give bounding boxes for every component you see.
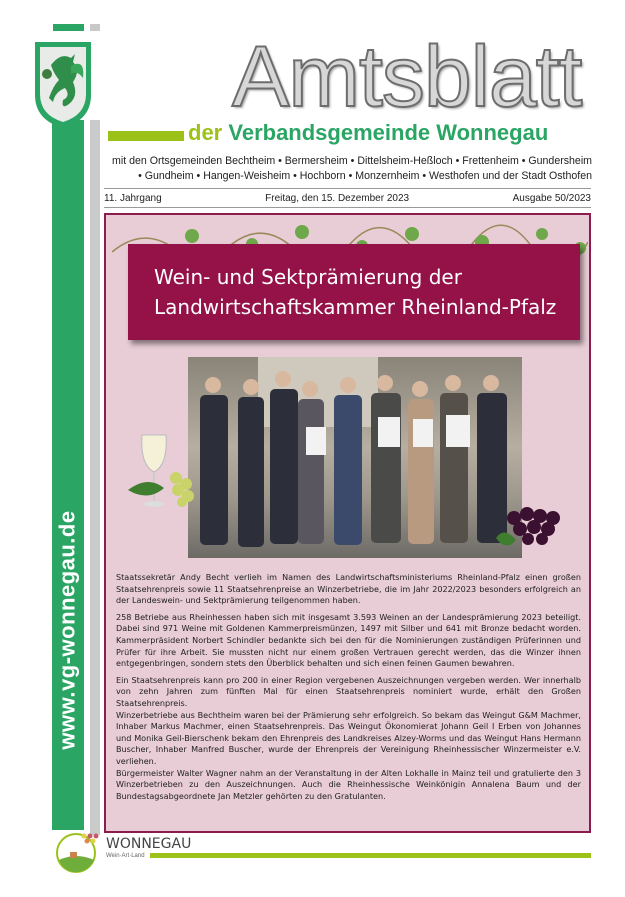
issue-number: Ausgabe 50/2023 — [512, 193, 591, 204]
issue-date: Freitag, den 15. Dezember 2023 — [265, 193, 410, 204]
people-silhouettes-icon — [188, 357, 522, 558]
article-paragraph: Ein Staatsehrenpreis kann pro 200 in einer Region vergebenen Auszeichnungen vergeben werden. Wer innerhalb von zehn Jahren zum fünften Mal für einen Staatsehrenpreis nominiert wurde, erhält den Großen Staatsehrenpreis. — [116, 674, 581, 708]
wine-glass-icon — [128, 430, 208, 520]
towns-list: mit den Ortsgemeinden Bechtheim • Bermersheim • Dittelsheim-Heßloch • Frettenheim • Gundersheim • Gundheim • Hangen-Weisheim • Hochborn • Monzernheim • Westhofen und der Stadt Osthofen — [112, 155, 592, 182]
coat-of-arms-icon — [33, 40, 93, 130]
article-paragraph: Bürgermeister Walter Wagner nahm an der Veranstaltung in der Alten Lokhalle in Mainz teil und gratulierte den 3 Winzerbetrieben zu den Auszeichnungen. Auch die Rheinhessische Weinkönigin Annalena Baum und der Bundestagsabgeordnete Jan Metzler gehörten zu den Gratulanten. — [116, 767, 581, 801]
article-paragraph: 258 Betriebe aus Rheinhessen haben sich mit insgesamt 3.593 Weinen an der Landesprämierung 2023 beteiligt. Dabei sind 971 Weine mit Goldenen Kammerpreismünzen, 1497 mit Silber und 641 mit Bronze bedacht worden. Kammerpräsident Norbert Schindler bedankte sich bei den für die Nominierungen zuständigen Prüferinnen und Prüfer für ihre Arbeit. Sie mussten nicht nur einem großen Vertrauen gerecht werden, das die Winzer ihnen entgegenbringen, sondern stets den Überblick behalten und sich einen feinen Gaumen bewahren. — [116, 611, 581, 669]
logo-tagline: Wein·Art·Land — [106, 853, 145, 859]
issue-info — [104, 193, 591, 204]
wonnegau-logo-icon — [52, 828, 102, 874]
website-url — [52, 480, 84, 780]
logo-name: WONNEGAU — [106, 836, 192, 852]
divider — [104, 188, 591, 189]
subtitle-der: der — [188, 120, 223, 145]
red-grapes-icon — [494, 498, 574, 558]
article-body — [116, 572, 581, 802]
decor-bar — [90, 24, 100, 31]
award-group-photo — [188, 357, 522, 558]
subtitle-main: Verbandsgemeinde Wonnegau — [228, 120, 549, 145]
article-paragraph: Winzerbetriebe aus Bechtheim waren bei der Prämierung sehr erfolgreich. So bekam das Weingut G&M Machmer, Inhaber Markus Machmer, einen Staatsehrenpreis. Das Weingut Ökonomierat Johann Geil I Erben von Johannes und Monika Geil-Bierschenk bekam den Ehrenpreis des Landkreises Alzey-Worms und das Weingut Hans Hermann Buscher, Inhaber Manfred Buscher, wurde der Ehrenpreis der Vereinigung Rheinhessischer Winzermeister e.V. verliehen. — [116, 709, 581, 766]
masthead-title: Amtsblatt — [232, 29, 582, 125]
decor-bar — [53, 24, 84, 31]
article-headline-banner — [128, 244, 580, 340]
headline-line-2: Landwirtschaftskammer Rheinland-Pfalz — [154, 295, 557, 319]
masthead-subtitle — [188, 120, 548, 146]
website-url-text: www.vg-wonnegau.de — [55, 510, 81, 750]
decor-bar — [108, 131, 184, 141]
sidebar-gray-bar — [90, 120, 100, 835]
article-paragraph: Staatssekretär Andy Becht verlieh im Namen des Landwirtschaftsministeriums Rheinland-Pfalz einen großen Staatsehrenpreis sowie 11 Staatsehrenpreise an Winzerbetriebe, die im Jahr 2022/2023 besonders erfolgreich an der Landeswein- und Sektprämierung teilgenommen haben. — [116, 572, 581, 606]
headline-line-1: Wein- und Sektprämierung der — [154, 265, 462, 289]
divider — [104, 207, 591, 208]
volume: 11. Jahrgang — [104, 193, 162, 204]
footer-bar — [150, 853, 591, 858]
